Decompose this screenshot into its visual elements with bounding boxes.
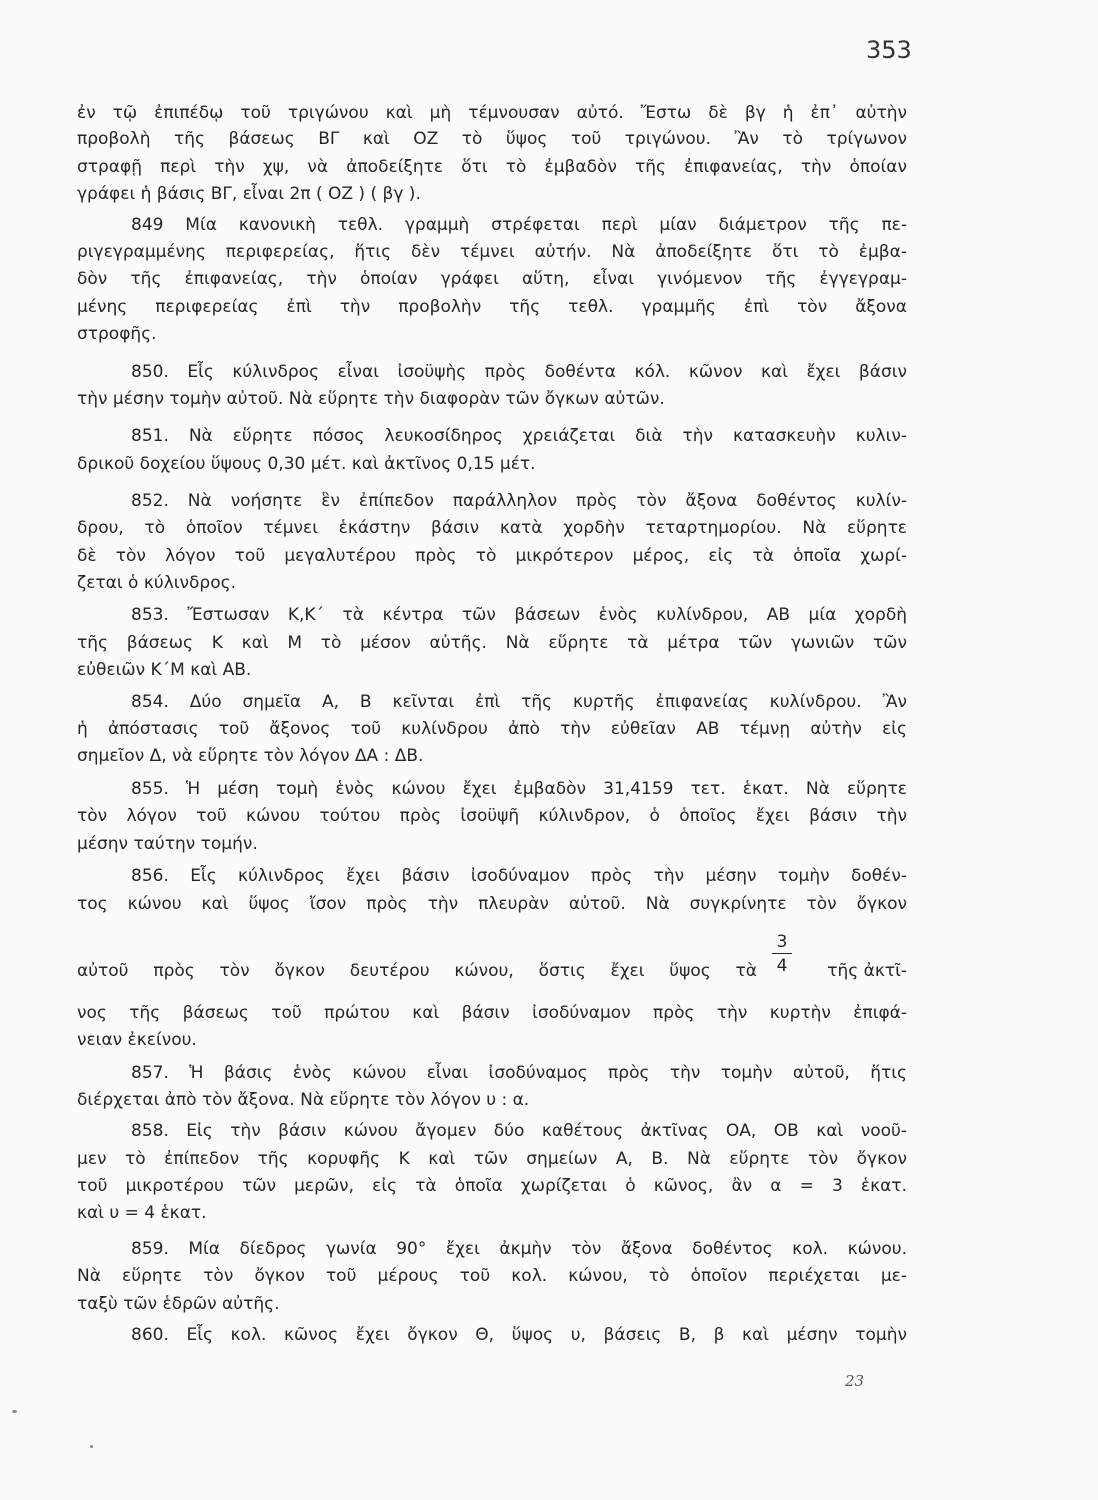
- text-line: 857. Ἡ βάσις ἑνὸς κώνου εἶναι ἰσοδύναμος πρὸς τὴν τομὴν αὐτοῦ, ἥτις: [131, 1063, 907, 1083]
- text-line: 860. Εἷς κολ. κῶνος ἔχει ὄγκον Θ, ὕψος υ, βάσεις Β, β καὶ μέσην τομὴν: [131, 1325, 907, 1345]
- text-line: 856. Εἷς κύλινδρος ἔχει βάσιν ἰσοδύναμον πρὸς τὴν μέσην τομὴν δοθέν-: [131, 866, 907, 886]
- page-number: 353: [866, 36, 912, 64]
- scan-speck: [90, 1445, 93, 1448]
- fraction-denominator: 4: [776, 956, 788, 976]
- scan-speck: [12, 1410, 17, 1413]
- text-line: 854. Δύο σημεῖα Α, Β κεῖνται ἐπὶ τῆς κυρτῆς ἐπιφανείας κυλίνδρου. Ἂν: [131, 692, 907, 712]
- text-line: 849 Μία κανονικὴ τεθλ. γραμμὴ στρέφεται περὶ μίαν διάμετρον τῆς πε-: [131, 215, 907, 235]
- fraction: [772, 932, 792, 976]
- footer-signature: 23: [845, 1372, 865, 1390]
- text-line: ταξὺ τῶν ἑδρῶν αὐτῆς.: [77, 1294, 280, 1314]
- text-line: 852. Νὰ νοήσητε ἓν ἐπίπεδον παράλληλον πρὸς τὸν ἄξονα δοθέντος κυλίν-: [131, 491, 907, 511]
- text-line: σημεῖον Δ, νὰ εὕρητε τὸν λόγον ΔΑ : ΔΒ.: [77, 746, 424, 766]
- text-line: νος τῆς βάσεως τοῦ πρώτου καὶ βάσιν ἰσοδύναμον πρὸς τὴν κυρτὴν ἐπιφά-: [77, 1003, 907, 1023]
- text-line: ριγεγραμμένης περιφερείας, ἥτις δὲν τέμνει αὐτήν. Νὰ ἀποδείξητε ὅτι τὸ ἐμβα-: [77, 242, 907, 262]
- text-line: 858. Εἰς τὴν βάσιν κώνου ἄγομεν δύο καθέτους ἀκτῖνας ΟΑ, ΟΒ καὶ νοοῦ-: [131, 1121, 907, 1141]
- text-line: στροφῆς.: [77, 324, 157, 344]
- text-line: ζεται ὁ κύλινδρος.: [77, 573, 236, 593]
- text-line: 855. Ἡ μέση τομὴ ἑνὸς κώνου ἔχει ἐμβαδὸν 31,4159 τετ. ἑκατ. Νὰ εὕρητε: [131, 779, 907, 799]
- text-line: γράφει ἡ βάσις ΒΓ, εἶναι 2π ( ΟΖ ) ( βγ ).: [77, 184, 421, 204]
- text-line: 859. Μία δίεδρος γωνία 90° ἔχει ἀκμὴν τὸν ἄξονα δοθέντος κολ. κώνου.: [131, 1239, 907, 1259]
- text-line: τῆς βάσεως Κ καὶ Μ τὸ μέσον αὐτῆς. Νὰ εὕρητε τὰ μέτρα τῶν γωνιῶν τῶν: [77, 633, 907, 653]
- text-line: στραφῇ περὶ τὴν χψ, νὰ ἀποδείξητε ὅτι τὸ ἐμβαδὸν τῆς ἐπιφανείας, τὴν ὁποίαν: [77, 157, 907, 177]
- text-line: δρου, τὸ ὁποῖον τέμνει ἑκάστην βάσιν κατὰ χορδὴν τεταρτημορίου. Νὰ εὕρητε: [77, 518, 907, 538]
- text-line: τοῦ μικροτέρου τῶν μερῶν, εἰς τὰ ὁποῖα χωρίζεται ὁ κῶνος, ἂν α = 3 ἑκατ.: [77, 1176, 907, 1196]
- text-line: καὶ υ = 4 ἑκατ.: [77, 1203, 207, 1223]
- fraction-numerator: 3: [772, 932, 792, 954]
- text-line: 850. Εἷς κύλινδρος εἶναι ἰσοϋψὴς πρὸς δοθέντα κόλ. κῶνον καὶ ἔχει βάσιν: [131, 362, 907, 382]
- text-line-continuation: τῆς ἀκτῖ-: [827, 961, 907, 981]
- text-line: δὸν τῆς ἐπιφανείας, τὴν ὁποίαν γράφει αὕτη, εἶναι γινόμενον τῆς ἐγγεγραμ-: [77, 269, 907, 289]
- text-line: ἐν τῷ ἐπιπέδῳ τοῦ τριγώνου καὶ μὴ τέμνουσαν αὐτό. Ἔστω δὲ βγ ἡ ἐπ᾽ αὐτὴν: [77, 103, 907, 123]
- text-line: μεν τὸ ἐπίπεδον τῆς κορυφῆς Κ καὶ τῶν σημείων Α, Β. Νὰ εὕρητε τὸν ὄγκον: [77, 1149, 907, 1169]
- text-line: τὸν λόγον τοῦ κώνου τούτου πρὸς ἰσοϋψῆ κύλινδρον, ὁ ὁποῖος ἔχει βάσιν τὴν: [77, 806, 907, 826]
- text-line: ἡ ἀπόστασις τοῦ ἄξονος τοῦ κυλίνδρου ἀπὸ τὴν εὐθεῖαν ΑΒ τέμνῃ αὐτὴν εἰς: [77, 719, 907, 739]
- text-line: προβολὴ τῆς βάσεως ΒΓ καὶ ΟΖ τὸ ὕψος τοῦ τριγώνου. Ἂν τὸ τρίγωνον: [77, 129, 907, 149]
- text-line: δρικοῦ δοχείου ὕψους 0,30 μέτ. καὶ ἀκτῖνος 0,15 μέτ.: [77, 454, 536, 474]
- text-line: 853. Ἔστωσαν Κ,Κ΄ τὰ κέντρα τῶν βάσεων ἑνὸς κυλίνδρου, ΑΒ μία χορδὴ: [131, 605, 907, 625]
- text-line: εὐθειῶν Κ΄Μ καὶ ΑΒ.: [77, 660, 252, 680]
- text-line: αὐτοῦ πρὸς τὸν ὄγκον δευτέρου κώνου, ὅστις ἔχει ὕψος τὰ: [77, 961, 757, 981]
- text-line: δὲ τὸν λόγον τοῦ μεγαλυτέρου πρὸς τὸ μικρότερον μέρος, εἰς τὰ ὁποῖα χωρί-: [77, 546, 907, 566]
- text-line: 851. Νὰ εὕρητε πόσος λευκοσίδηρος χρειάζεται διὰ τὴν κατασκευὴν κυλιν-: [131, 426, 907, 446]
- text-line: τὴν μέσην τομὴν αὐτοῦ. Νὰ εὕρητε τὴν διαφορὰν τῶν ὄγκων αὐτῶν.: [77, 389, 665, 409]
- text-line: διέρχεται ἀπὸ τὸν ἄξονα. Νὰ εὕρητε τὸν λόγον υ : α.: [77, 1090, 530, 1110]
- text-line: μέσην ταύτην τομήν.: [77, 834, 258, 854]
- text-line: Νὰ εὕρητε τὸν ὄγκον τοῦ μέρους τοῦ κολ. κώνου, τὸ ὁποῖον περιέχεται με-: [77, 1266, 907, 1286]
- text-line: μένης περιφερείας ἐπὶ τὴν προβολὴν τῆς τεθλ. γραμμῆς ἐπὶ τὸν ἄξονα: [77, 297, 907, 317]
- text-line: νειαν ἐκείνου.: [77, 1030, 197, 1050]
- text-line: τος κώνου καὶ ὕψος ἴσον πρὸς τὴν πλευρὰν αὐτοῦ. Νὰ συγκρίνητε τὸν ὄγκον: [77, 894, 907, 914]
